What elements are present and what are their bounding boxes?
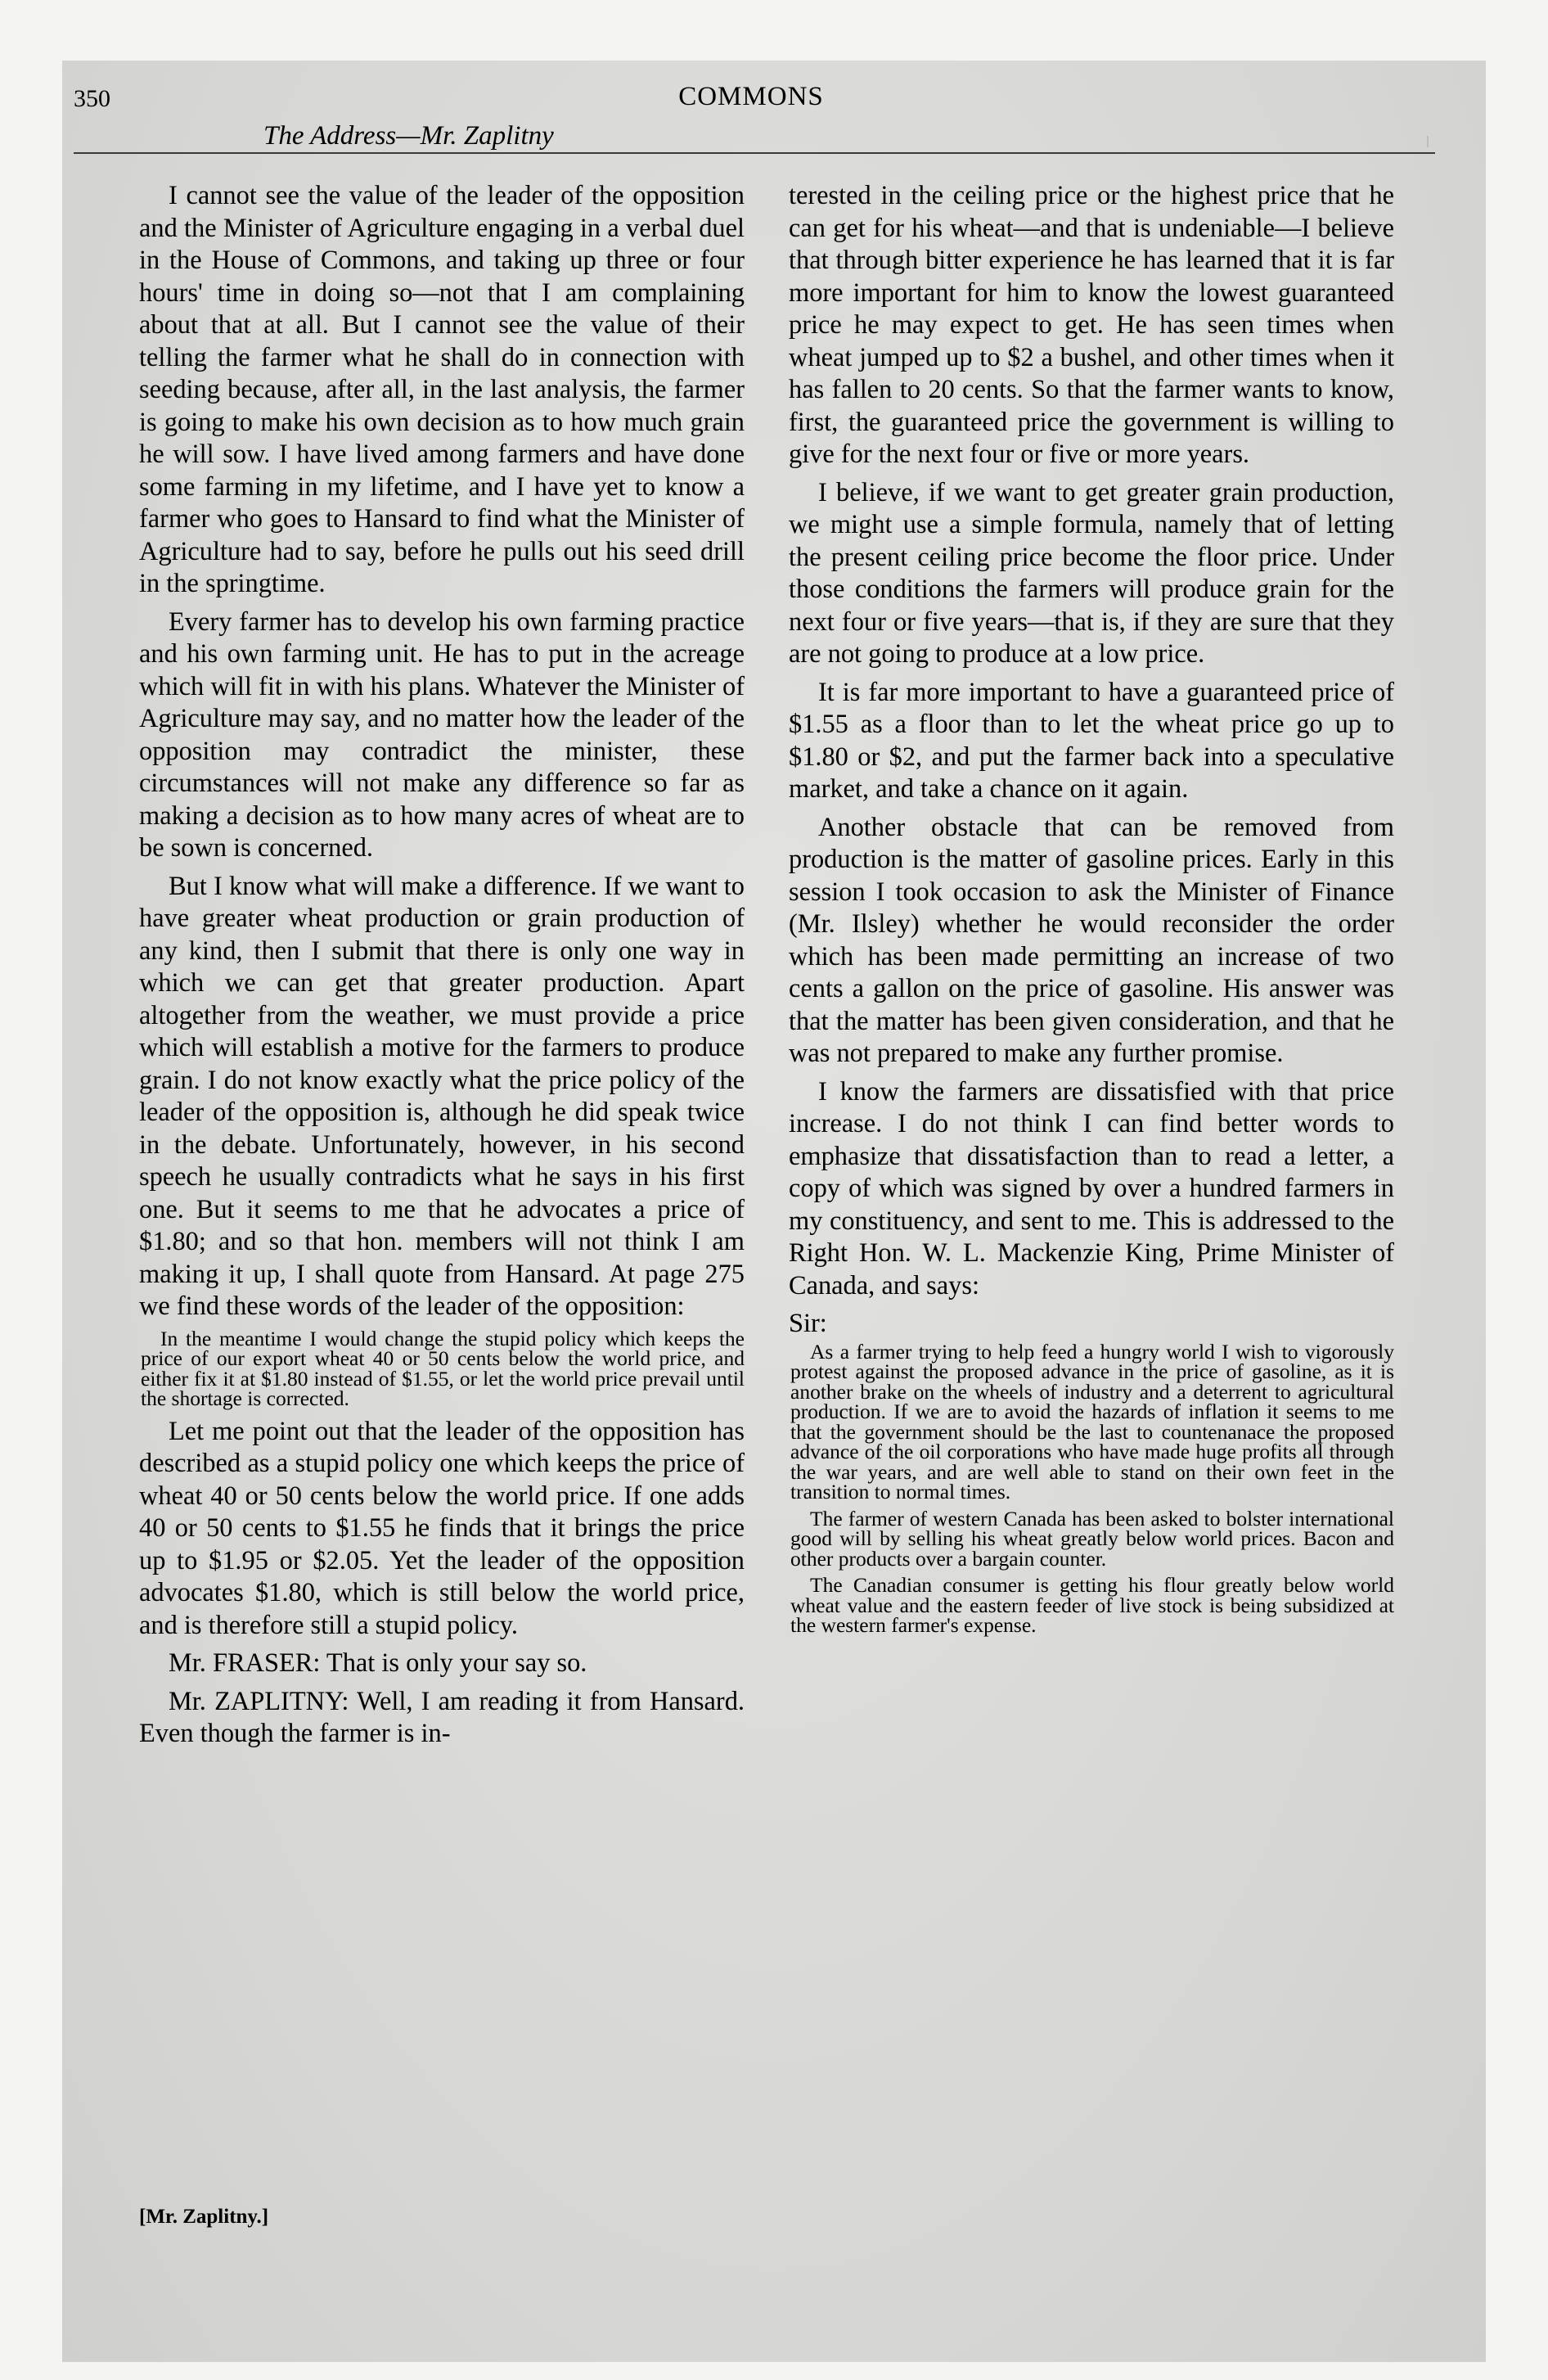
page-header-title: COMMONS xyxy=(678,82,824,111)
paragraph: Let me point out that the leader of the opposition has described as a stupid policy one which keeps the price of wheat 40 or 50 cents below the world price. If one adds 40 or 50 cents to $1.55 he finds that it brings the price up to $1.95 or $2.05. Yet the leader of the opposition advocates $1.80, which is still below the world price, and is therefore still a stupid policy. xyxy=(139,1416,745,1640)
paragraph: I cannot see the value of the leader of the opposition and the Minister of Agriculture engaging in a verbal duel in the House of Commons, and taking up three or four hours' time in doing so—not that I am complaining about that at all. But I cannot see the value of their telling the farmer what he shall do in connection with seeding because, after all, in the last analysis, the farmer is going to make his own decision as to how much grain he will sow. I have lived among farmers and have done some farming in my lifetime, and I have yet to know a farmer who goes to Hansard to find what the Minister of Agriculture had to say, before he pulls out his seed drill in the springtime. xyxy=(139,181,745,598)
paragraph: I know the farmers are dissatisfied with that price increase. I do not think I can find better words to emphasize that dissatisfaction than to read a letter, a copy of which was signed by over a hundred farmers in my constituency, and sent to me. This is addressed to the Right Hon. W. L. Mackenzie King, Prime Minister of Canada, and says: xyxy=(789,1076,1394,1300)
paragraph: I believe, if we want to get greater grain production, we might use a simple formula, namely that of letting the present ceiling price become the floor price. Under those conditions the farmers will produce grain for the next four or five years—that is, if they are sure that they are not going to produce at a low price. xyxy=(789,477,1394,669)
scan-mark xyxy=(1427,136,1429,147)
left-column xyxy=(139,180,745,1756)
paragraph: It is far more important to have a guaranteed price of $1.55 as a floor than to let the wheat price go up to $1.80 or $2, and put the farmer back into a speculative market, and take a chance on it again. xyxy=(789,677,1394,804)
letter-quote: The farmer of western Canada has been asked to bolster international good will by selling his wheat greatly below world prices. Bacon and other products over a bargain counter. xyxy=(790,1506,1394,1571)
block-quote: In the meantime I would change the stupid policy which keeps the price of our export wheat 40 or 50 cents below the world price, and either fix it at $1.80 instead of $1.55, or let the world price prevail until the shortage is corrected. xyxy=(141,1326,745,1410)
page-number: 350 xyxy=(74,85,110,112)
speaker-tag: [Mr. Zaplitny.] xyxy=(139,2206,269,2228)
letter-quote: As a farmer trying to help feed a hungry world I wish to vigorously protest against the proposed advance in the price of gasoline, as it is another brake on the wheels of industry and a deterrent to agricultural production. If we are to avoid the hazards of inflation it seems to me that the government should be the last to countenanace the proposed advance of the oil corporations who have made huge profits all through the war years, and are well able to stand on their own feet in the transition to normal times. xyxy=(790,1339,1394,1503)
right-column xyxy=(789,180,1394,1643)
running-head: The Address—Mr. Zaplitny xyxy=(263,121,554,151)
paragraph: Another obstacle that can be removed from production is the matter of gasoline prices. Early in this session I took occasion to ask the Minister of Finance (Mr. Ilsley) whether he would reconsider the order which has been made permitting an increase of two cents a gallon on the price of gasoline. His answer was that the matter has been given consideration, and that he was not prepared to make any further promise. xyxy=(789,812,1394,1068)
paragraph: Every farmer has to develop his own farming practice and his own farming unit. He has to put in the acreage which will fit in with his plans. Whatever the Minister of Agriculture may say, and no matter how the leader of the opposition may contradict the minister, these circumstances will not make any difference so far as making a decision as to how many acres of wheat are to be sown is concerned. xyxy=(139,606,745,863)
paragraph: terested in the ceiling price or the highest price that he can get for his wheat—and that is undeniable—I believe that through bitter experience he has learned that it is far more important for him to know the lowest guaranteed price he may expect to get. He has seen times when wheat jumped up to $2 a bushel, and other times when it has fallen to 20 cents. So that the farmer wants to know, first, the guaranteed price the government is willing to give for the next four or five or more years. xyxy=(789,181,1394,469)
speaker-line: Mr. ZAPLITNY: Well, I am reading it from Hansard. Even though the farmer is in- xyxy=(139,1686,745,1748)
paragraph: But I know what will make a difference. If we want to have greater wheat production or grain production of any kind, then I submit that there is only one way in which we can get that greater production. Apart altogether from the weather, we must provide a price which will establish a motive for the farmers to produce grain. I do not know exactly what the price policy of the leader of the opposition is, although he did speak twice in the debate. Unfortunately, however, in his second speech he usually contradicts what he says in his first one. But it seems to me that he advocates a price of $1.80; and so that hon. members will not think I am making it up, I shall quote from Hansard. At page 275 we find these words of the leader of the opposition: xyxy=(139,871,745,1321)
letter-salutation: Sir: xyxy=(789,1309,827,1338)
letter-quote: The Canadian consumer is getting his flour greatly below world wheat value and the eastern feeder of live stock is being subsidized at the western farmer's expense. xyxy=(790,1573,1394,1637)
header-rule xyxy=(74,152,1435,154)
speaker-line: Mr. FRASER: That is only your say so. xyxy=(169,1648,587,1678)
